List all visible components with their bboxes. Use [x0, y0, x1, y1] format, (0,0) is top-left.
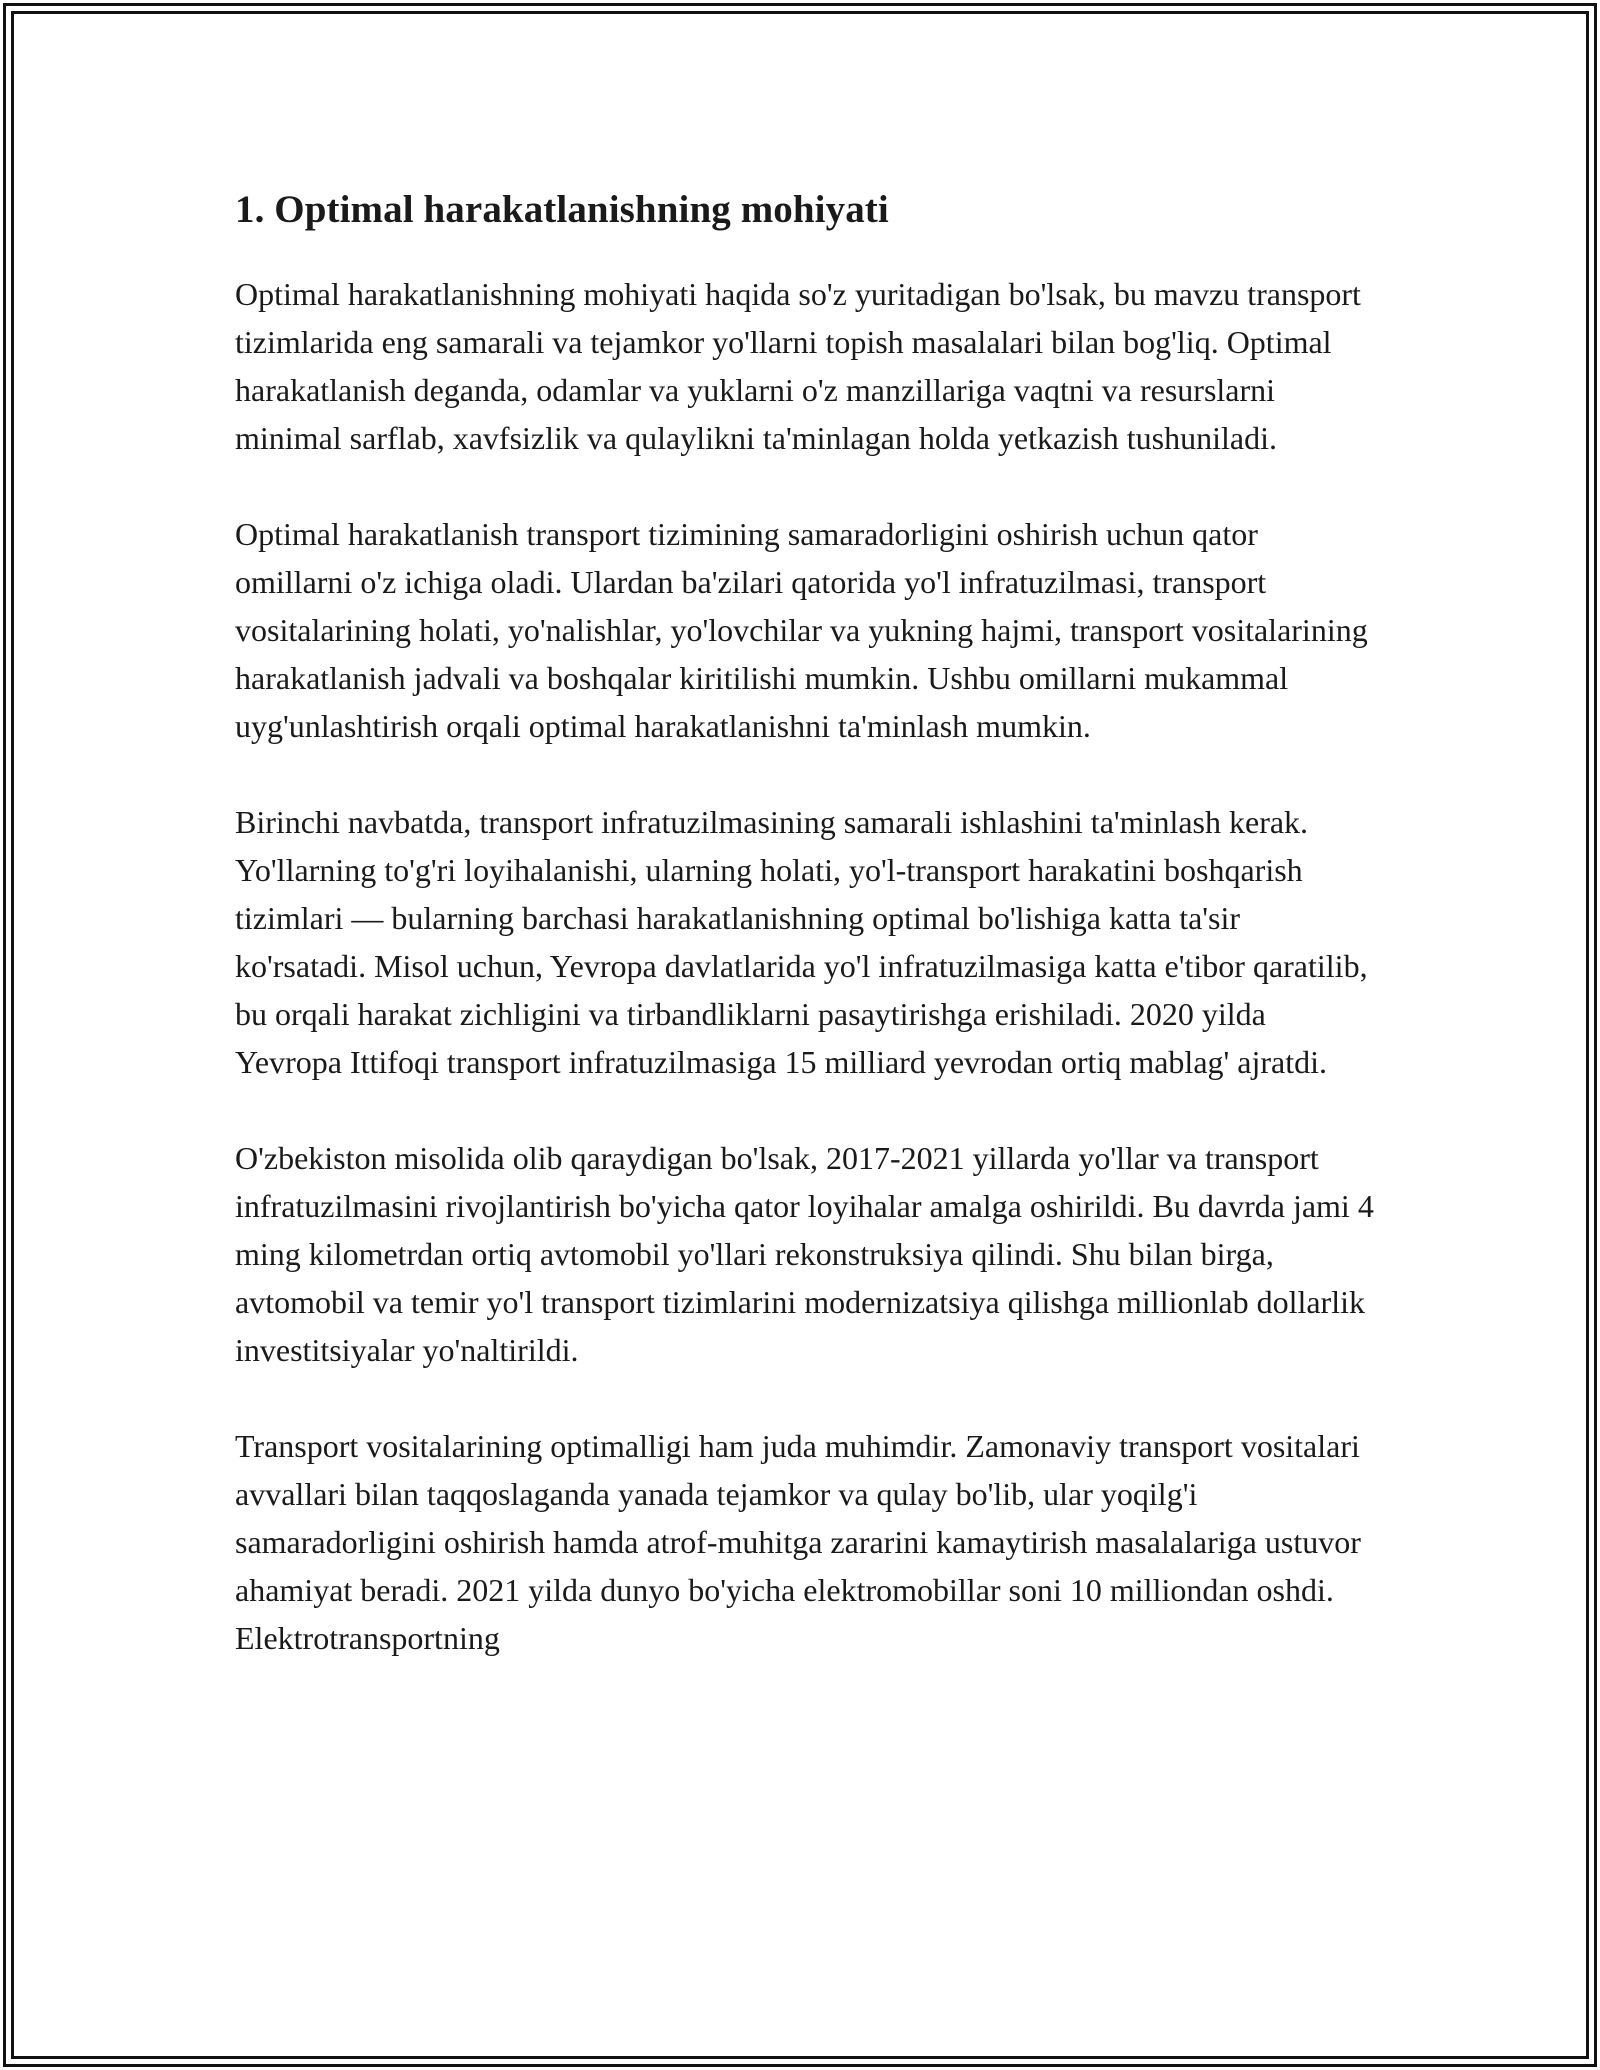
paragraph-1: Optimal harakatlanishning mohiyati haqida so'z yuritadigan bo'lsak, bu mavzu transport tizimlarida eng samarali va tejamkor yo'llarni topish masalalari bilan bog'liq. Optimal harakatlanish deganda, odamlar va yuklarni o'z manzillariga vaqtni va resurslarni minimal sarflab, xavfsizlik va qulaylikni ta'minlagan holda yetkazish tushuniladi.	[235, 276, 1361, 456]
paragraph-5: Transport vositalarining optimalligi ham juda muhimdir. Zamonaviy transport vositalari avvallari bilan taqqoslaganda yanada tejamkor va qulay bo'lib, ular yoqilg'i samaradorligini oshirish hamda atrof-muhitga zararini kamaytirish masalalariga ustuvor ahamiyat beradi. 2021 yilda dunyo bo'yicha elektromobillar soni 10 milliondan oshdi. Elektrotransportning	[235, 1428, 1361, 1656]
paragraph-2: Optimal harakatlanish transport tizimining samaradorligini oshirish uchun qator omillarni o'z ichiga oladi. Ulardan ba'zilari qatorida yo'l infratuzilmasi, transport vositalarining holati, yo'nalishlar, yo'lovchilar va yukning hajmi, transport vositalarining harakatlanish jadvali va boshqalar kiritilishi mumkin. Ushbu omillarni mukammal uyg'unlashtirish orqali optimal harakatlanishni ta'minlash mumkin.	[235, 516, 1368, 744]
paragraph-4: O'zbekiston misolida olib qaraydigan bo'lsak, 2017-2021 yillarda yo'llar va transport infratuzilmasini rivojlantirish bo'yicha qator loyihalar amalga oshirildi. Bu davrda jami 4 ming kilometrdan ortiq avtomobil yo'llari rekonstruksiya qilindi. Shu bilan birga, avtomobil va temir yo'l transport tizimlarini modernizatsiya qilishga millionlab dollarlik investitsiyalar yo'naltirildi.	[235, 1140, 1374, 1368]
section-heading: 1. Optimal harakatlanishning mohiyati	[235, 188, 889, 231]
paragraph-3: Birinchi navbatda, transport infratuzilmasining samarali ishlashini ta'minlash kerak. Yo'llarning to'g'ri loyihalanishi, ularning holati, yo'l-transport harakatini boshqarish tizimlari — bularning barchasi harakatlanishning optimal bo'lishiga katta ta'sir ko'rsatadi. Misol uchun, Yevropa davlatlarida yo'l infratuzilmasiga katta e'tibor qaratilib, bu orqali harakat zichligini va tirbandliklarni pasaytirishga erishiladi. 2020 yilda Yevropa Ittifoqi transport infratuzilmasiga 15 milliard yevrodan ortiq mablag' ajratdi.	[235, 804, 1368, 1080]
document-body	[235, 186, 1375, 1710]
